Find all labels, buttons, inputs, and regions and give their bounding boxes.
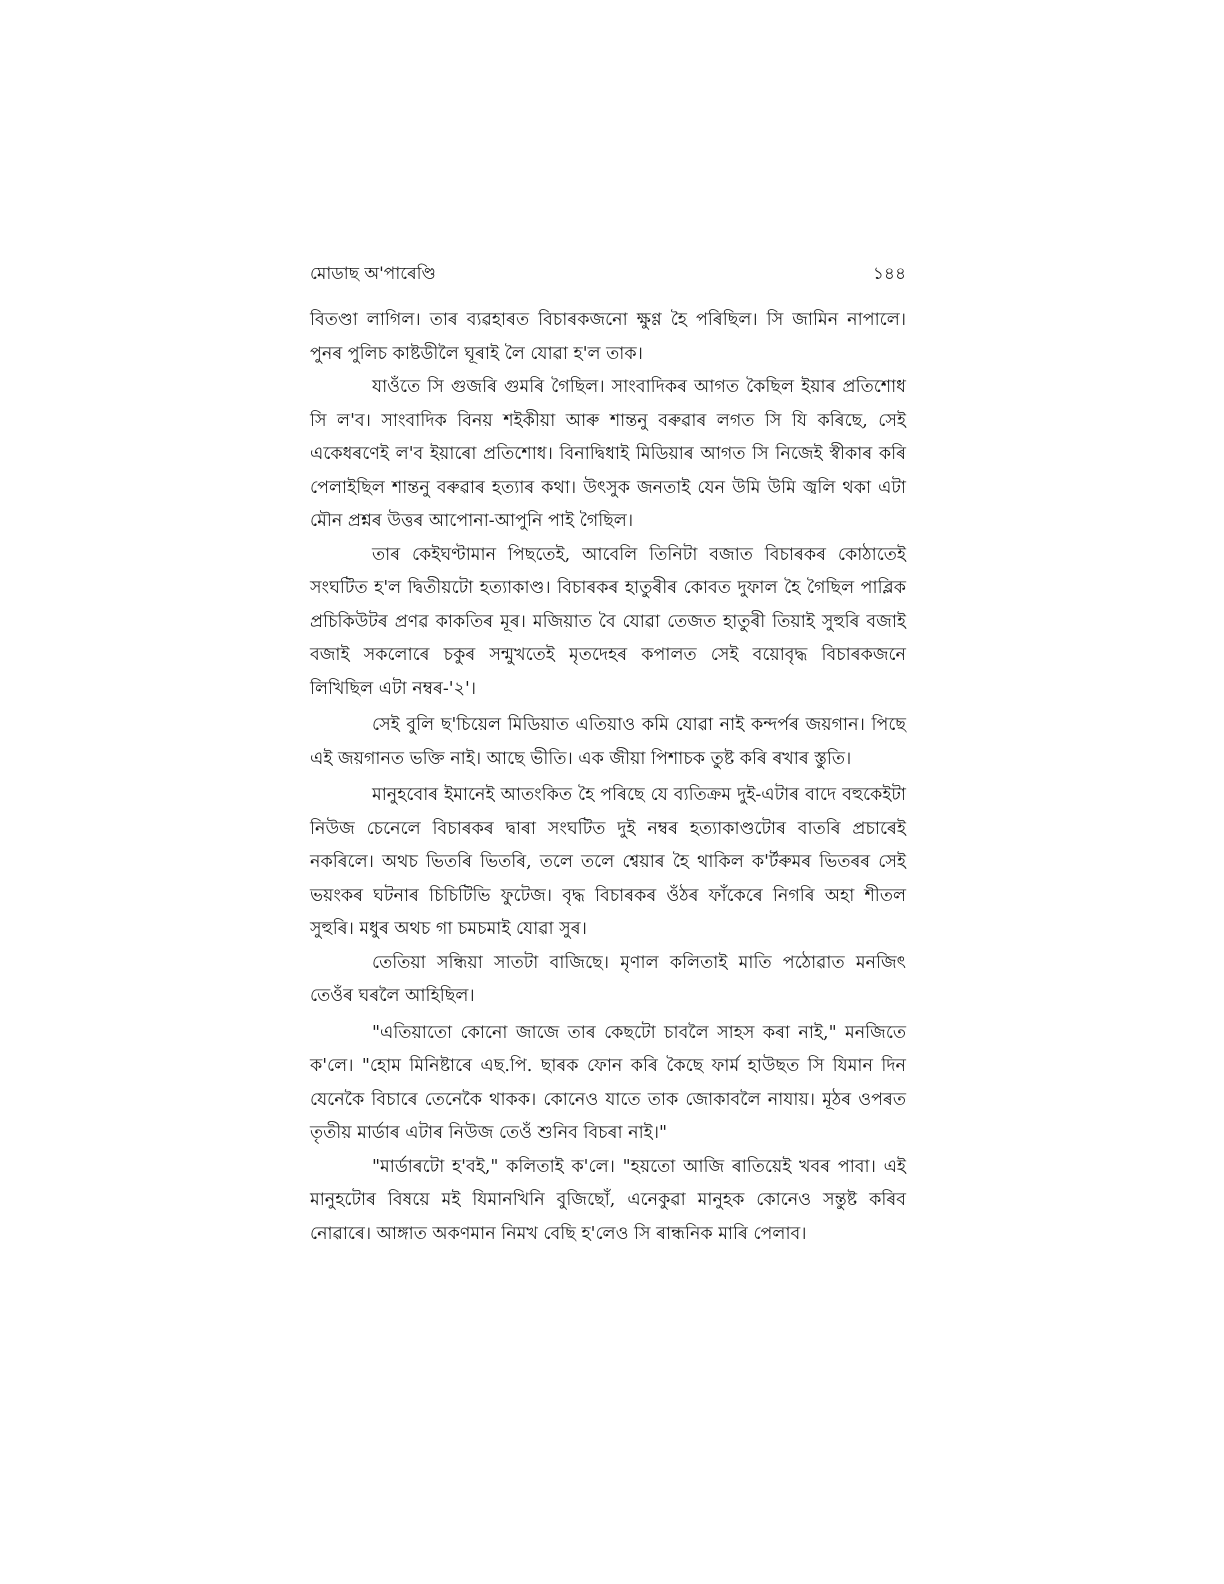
paragraph: তেতিয়া সন্ধিয়া সাতটা বাজিছে। মৃণাল কলিতাই মাতি পঠোৱাত মনজিৎ তেওঁৰ ঘৰলৈ আহিছিল। [310,952,906,1006]
book-page [310,262,906,1251]
page-number: ১৪৪ [872,264,906,284]
paragraph: "এতিয়াতো কোনো জাজে তাৰ কেছটো চাবলৈ সাহস কৰা নাই," মনজিতে ক'লে। "হোম মিনিষ্টাৰে এছ.পি. ছাৰক ফোন কৰি কৈছে ফাৰ্ম হাউছত সি যিমান দিন যেনেকৈ বিচাৰে তেনেকৈ থাকক। কোনেও যাতে তাক জোকাবলৈ নাযায়। মূঠৰ ওপৰত তৃতীয় মাৰ্ডাৰ এটাৰ নিউজ তেওঁ শুনিব বিচৰা নাই।" [310,1022,906,1143]
paragraph: সেই বুলি ছ'চিয়েল মিডিয়াত এতিয়াও কমি যোৱা নাই কন্দৰ্পৰ জয়গান। পিছে এই জয়গানত ভক্তি নাই। আছে ভীতি। এক জীয়া পিশাচক তুষ্ট কৰি ৰখাৰ স্তুতি। [310,715,906,769]
paragraph: যাওঁতে সি গুজৰি গুমৰি গৈছিল। সাংবাদিকৰ আগত কৈছিল ইয়াৰ প্ৰতিশোধ সি ল'ব। সাংবাদিক বিনয় শইকীয়া আৰু শান্তনু বৰুৱাৰ লগত সি যি কৰিছে, সেই একেধৰণেই ল'ব ইয়াৰো প্ৰতিশোধ। বিনাদ্বিধাই মিডিয়াৰ আগত সি নিজেই স্বীকাৰ কৰি পেলাইছিল শান্তনু বৰুৱাৰ হত্যাৰ কথা। উৎসুক জনতাই যেন উমি উমি জ্বলি থকা এটা মৌন প্ৰশ্নৰ উত্তৰ আপোনা-আপুনি পাই গৈছিল। [310,377,906,531]
paragraph: মানুহবোৰ ইমানেই আতংকিত হৈ পৰিছে যে ব্যতিক্ৰম দুই-এটাৰ বাদে বহুকেইটা নিউজ চেনেলে বিচাৰকৰ দ্বাৰা সংঘটিত দুই নম্বৰ হত্যাকাণ্ডটোৰ বাতৰি প্ৰচাৰেই নকৰিলে। অথচ ভিতৰি ভিতৰি, তলে তলে শ্বেয়াৰ হৈ থাকিল ক'ৰ্টৰুমৰ ভিতৰৰ সেই ভয়ংকৰ ঘটনাৰ চিচিটিভি ফুটেজ। বৃদ্ধ বিচাৰকৰ ওঁঠৰ ফাঁকেৰে নিগৰি অহা শীতল সুহুৰি। মধুৰ অথচ গা চমচমাই যোৱা সুৰ। [310,785,906,939]
paragraph: "মাৰ্ডাৰটো হ'বই," কলিতাই ক'লে। "হয়তো আজি ৰাতিয়েই খবৰ পাবা। এই মানুহটোৰ বিষয়ে মই যিমানখিনি বুজিছোঁ, এনেকুৱা মানুহক কোনেও সন্তুষ্ট কৰিব নোৱাৰে। আঙ্গাত অকণমান নিমখ বেছি হ'লেও সি ৰান্ধনিক মাৰি পেলাব। [310,1156,906,1244]
book-title: মোডাছ অ'পাৰেণ্ডি [310,264,436,284]
running-header [310,262,906,286]
paragraph: তাৰ কেইঘণ্টামান পিছতেই, আবেলি তিনিটা বজাত বিচাৰকৰ কোঠাতেই সংঘটিত হ'ল দ্বিতীয়টো হত্যাকাণ্ড। বিচাৰকৰ হাতুৰীৰ কোবত দুফাল হৈ গৈছিল পাব্লিক প্ৰচিকিউটৰ প্ৰণৱ কাকতিৰ মূৰ। মজিয়াত বৈ যোৱা তেজত হাতুৰী তিয়াই সুহুৰি বজাই বজাই সকলোৰে চকুৰ সন্মুখতেই মৃতদেহৰ কপালত সেই বয়োবৃদ্ধ বিচাৰকজনে লিখিছিল এটা নম্বৰ-'২'। [310,544,906,699]
body-text [310,304,906,1251]
paragraph: বিতণ্ডা লাগিল। তাৰ ব্যৱহাৰত বিচাৰকজনো ক্ষুণ্ণ হৈ পৰিছিল। সি জামিন নাপালে। পুনৰ পুলিচ কাষ্টডীলৈ ঘূৰাই লৈ যোৱা হ'ল তাক। [310,310,906,364]
